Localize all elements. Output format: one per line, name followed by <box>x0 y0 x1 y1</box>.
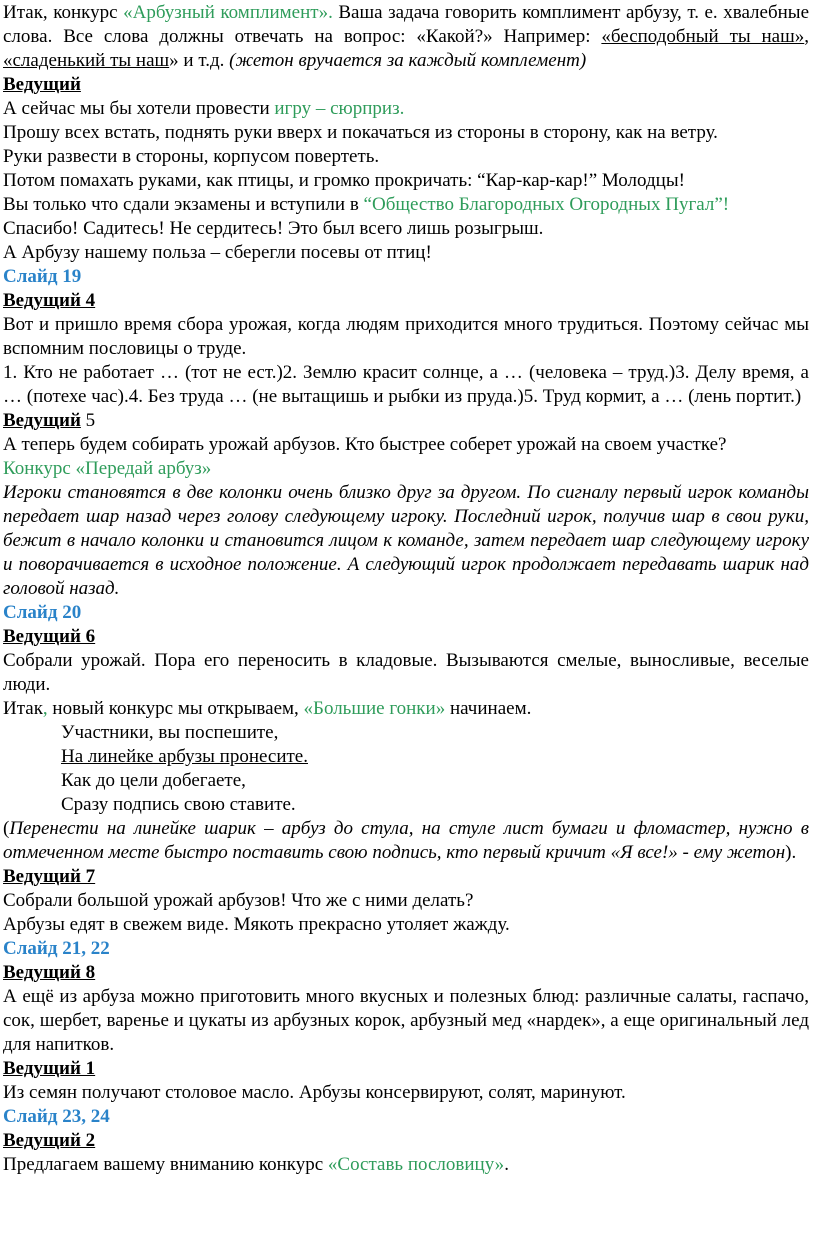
slide-heading: Слайд 20 <box>3 602 82 623</box>
paragraph: Собрали большой урожай арбузов! Что же с ними делать? <box>3 890 474 911</box>
host-heading: Ведущий 4 <box>3 290 96 311</box>
host-heading: Ведущий 8 <box>3 962 96 983</box>
paragraph: Предлагаем вашему вниманию конкурс «Составь пословицу». <box>3 1154 509 1175</box>
contest-heading: Конкурс «Передай арбуз» <box>3 458 212 479</box>
game-name: игру – сюрприз. <box>274 98 405 119</box>
poem-line: Участники, вы поспешите, <box>61 722 279 743</box>
proverbs-list: 1. Кто не работает … (тот не ест.)2. Землю красит солнце, а … (человека – труд.)3. Делу время, а … (потехе час).4. Без труда … (не вытащишь и рыбки из пруда.)5. Труд кормит, а … (лень портит.) <box>3 362 809 407</box>
host-heading: Ведущий 6 <box>3 626 96 647</box>
paragraph: Вот и пришло время сбора урожая, когда людям приходится много трудиться. Поэтому сейчас мы вспомним пословицы о труде. <box>3 314 809 359</box>
contest-name: «Большие гонки» <box>303 698 446 719</box>
poem <box>3 721 809 817</box>
paragraph: Итак, новый конкурс мы открываем, «Большие гонки» начинаем. <box>3 698 532 719</box>
slide-heading: Слайд 19 <box>3 266 82 287</box>
poem-line: Как до цели добегаете, <box>61 770 246 791</box>
host-heading: Ведущий 5 <box>3 410 96 431</box>
paragraph: А ещё из арбуза можно приготовить много вкусных и полезных блюд: различные салаты, гаспачо, сок, шербет, варенье и цукаты из арбузных корок, арбузный мед «нардек», а еще оригинальный лед для напитков. <box>3 986 809 1055</box>
paragraph-contest-compliment: Итак, конкурс «Арбузный комплимент». Ваша задача говорить комплимент арбузу, т. е. хвалебные слова. Все слова должны отвечать на вопрос: «Какой?» Например: «бесподобный ты наш», «сладенький ты наш» и т.д. (жетон вручается за каждый комплемент) <box>3 2 809 71</box>
slide-heading: Слайд 23, 24 <box>3 1106 110 1127</box>
paragraph: Руки развести в стороны, корпусом повертеть. <box>3 146 380 167</box>
paragraph: А теперь будем собирать урожай арбузов. Кто быстрее соберет урожай на своем участке? <box>3 434 727 455</box>
poem-line: На линейке арбузы пронесите. <box>61 746 308 767</box>
paragraph: Спасибо! Садитесь! Не сердитесь! Это был всего лишь розыгрыш. <box>3 218 544 239</box>
host-heading: Ведущий 2 <box>3 1130 96 1151</box>
slide-heading: Слайд 21, 22 <box>3 938 110 959</box>
paragraph: Из семян получают столовое масло. Арбузы консервируют, солят, маринуют. <box>3 1082 626 1103</box>
contest-name: «Арбузный комплимент». <box>123 2 333 23</box>
host-heading: Ведущий 1 <box>3 1058 96 1079</box>
poem-line: Сразу подпись свою ставите. <box>61 794 296 815</box>
paragraph: А сейчас мы бы хотели провести игру – сюрприз. <box>3 98 405 119</box>
contest-rules: (Перенести на линейке шарик – арбуз до стула, на стуле лист бумаги и фломастер, нужно в отмеченном месте быстро поставить свою подпись, кто первый кричит «Я все!» - ему жетон). <box>3 818 809 863</box>
paragraph: Прошу всех встать, поднять руки вверх и покачаться из стороны в сторону, как на ветру. <box>3 122 718 143</box>
paragraph: Потом помахать руками, как птицы, и громко прокричать: “Кар-кар-кар!” Молодцы! <box>3 170 685 191</box>
contest-rules: Игроки становятся в две колонки очень близко друг за другом. По сигналу первый игрок команды передает шар назад через голову следующему игроку. Последний игрок, получив шар в свои руки, бежит в начало колонки и становится лицом к команде, затем передает шар следующему игроку и поворачивается в исходное положение. А следующий игрок продолжает передавать шарик над головой назад. <box>3 482 809 599</box>
paragraph: Арбузы едят в свежем виде. Мякоть прекрасно утоляет жажду. <box>3 914 510 935</box>
contest-name: «Составь пословицу» <box>327 1154 505 1175</box>
token-note: (жетон вручается за каждый комплемент) <box>229 50 587 71</box>
host-heading: Ведущий 7 <box>3 866 96 887</box>
paragraph: Вы только что сдали экзамены и вступили в “Общество Благородных Огородных Пугал”! <box>3 194 730 215</box>
paragraph: А Арбузу нашему польза – сберегли посевы от птиц! <box>3 242 432 263</box>
paragraph: Собрали урожай. Пора его переносить в кладовые. Вызываются смелые, выносливые, веселые люди. <box>3 650 809 695</box>
host-heading: Ведущий <box>3 74 81 95</box>
society-name: “Общество Благородных Огородных Пугал”! <box>363 194 730 215</box>
